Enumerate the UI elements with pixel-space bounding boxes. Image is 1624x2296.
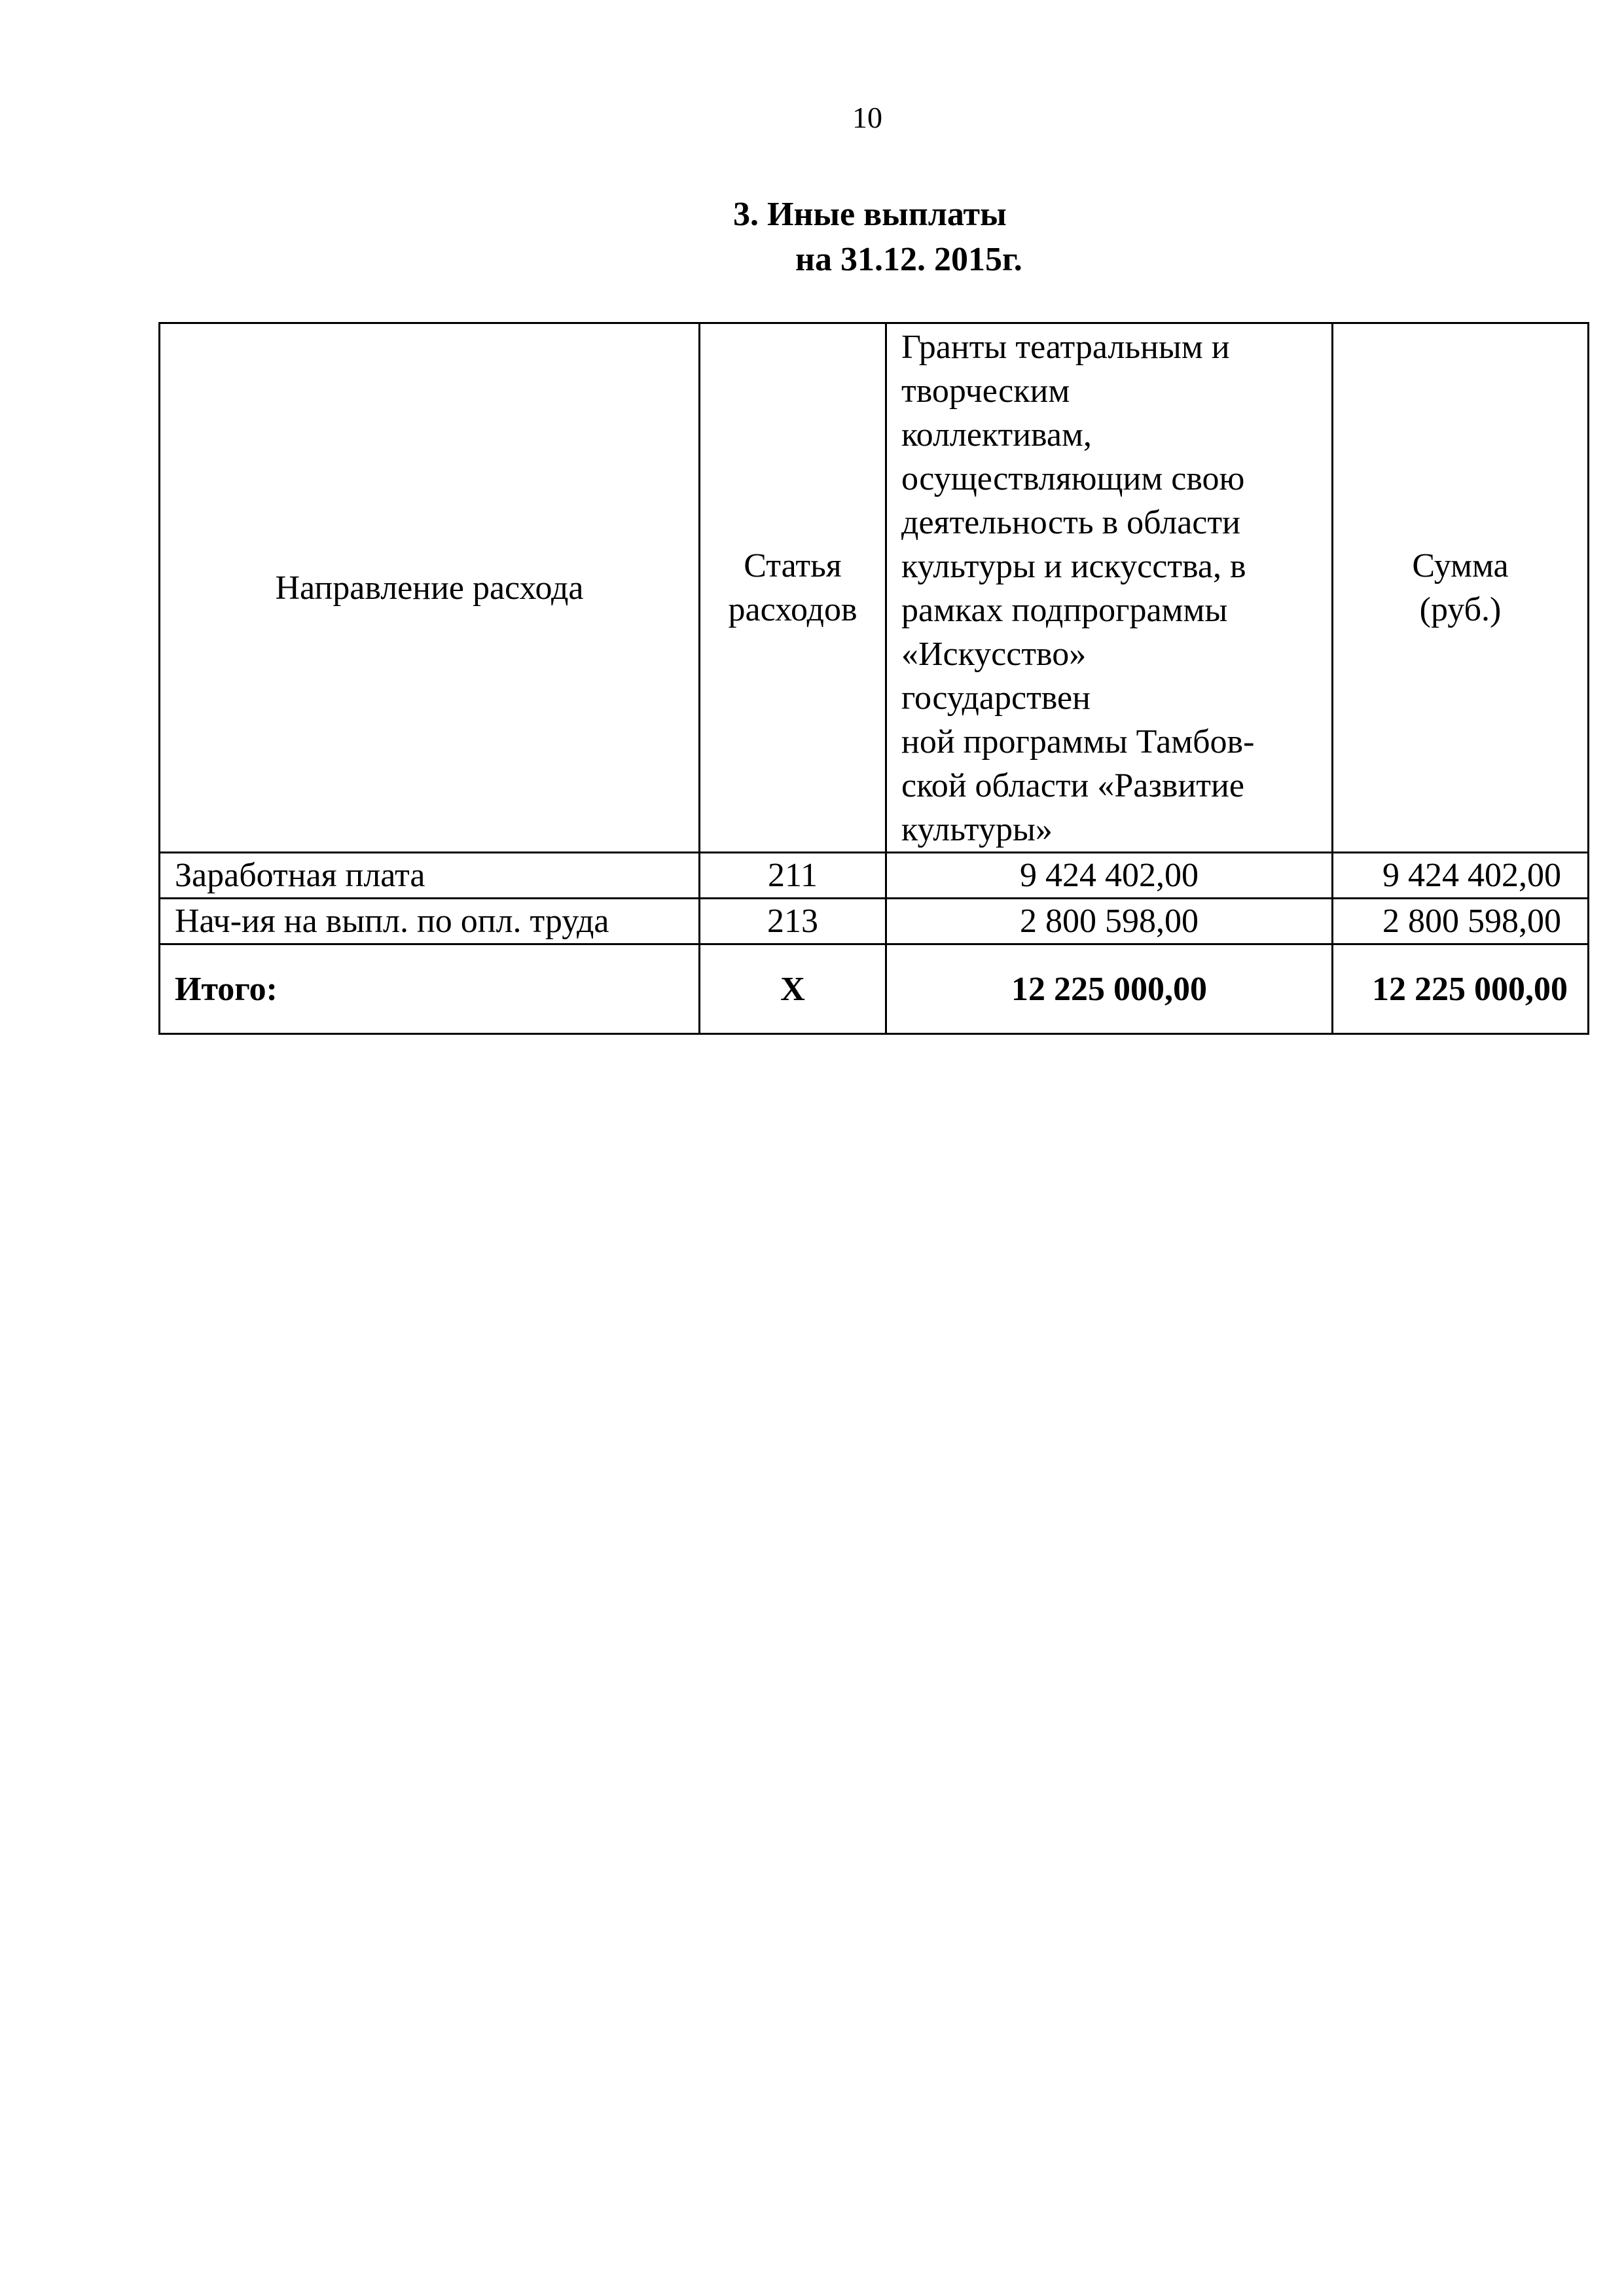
header-grant-line: Гранты театральным и [901, 329, 1230, 366]
row-sum: 9 424 402,00 [1333, 853, 1589, 899]
page-number: 10 [852, 101, 882, 134]
header-article [700, 323, 886, 853]
table-row [160, 853, 1589, 899]
total-sum: 12 225 000,00 [1333, 944, 1589, 1034]
header-grant [886, 323, 1333, 853]
row-direction: Заработная плата [160, 853, 700, 899]
header-article-line: расходов [728, 591, 857, 628]
row-direction: Нач-ия на выпл. по опл. труда [160, 899, 700, 944]
row-article: 213 [700, 899, 886, 944]
header-direction: Направление расхода [160, 323, 700, 853]
header-grant-line: деятельность в области [901, 504, 1240, 541]
header-sum [1333, 323, 1589, 853]
table-header-row [160, 323, 1589, 853]
header-grant-line: коллективам, [901, 416, 1092, 454]
total-article: Х [700, 944, 886, 1034]
other-payments-table [158, 322, 1589, 1035]
total-label: Итого: [160, 944, 700, 1034]
header-grant-line: рамках подпрограммы [901, 592, 1228, 629]
section-title: 3. Иные выплаты [733, 196, 1007, 233]
row-sum: 2 800 598,00 [1333, 899, 1589, 944]
header-grant-line: культуры» [901, 811, 1053, 848]
header-grant-line: ной программы Тамбов- [901, 723, 1255, 761]
row-grant-amount: 2 800 598,00 [886, 899, 1333, 944]
total-grant-amount: 12 225 000,00 [886, 944, 1333, 1034]
header-grant-line: государствен [901, 679, 1091, 717]
header-grant-line: ской области «Развитие [901, 767, 1244, 804]
table-total-row [160, 944, 1589, 1034]
section-date: на 31.12. 2015г. [795, 241, 1022, 278]
header-article-line: Статья [744, 547, 842, 584]
header-grant-line: осуществляющим свою [901, 460, 1245, 497]
table-row [160, 899, 1589, 944]
row-article: 211 [700, 853, 886, 899]
header-sum-line: Сумма [1412, 547, 1509, 584]
header-grant-line: творческим [901, 372, 1070, 410]
header-sum-line: (руб.) [1419, 591, 1502, 628]
row-grant-amount: 9 424 402,00 [886, 853, 1333, 899]
header-grant-line: «Искусство» [901, 636, 1087, 673]
header-grant-line: культуры и искусства, в [901, 548, 1246, 585]
